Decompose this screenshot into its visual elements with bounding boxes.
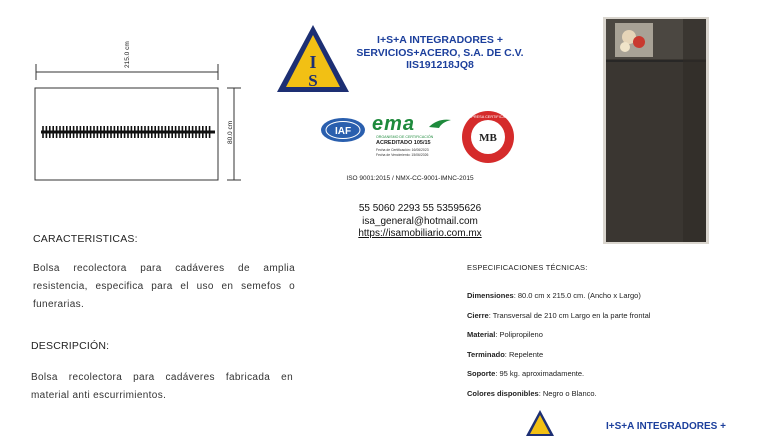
ema-cert-date: Fecha de Certificación: 16/06/2023 bbox=[376, 148, 429, 152]
phone-numbers: 55 5060 2293 55 53595626 bbox=[358, 203, 482, 214]
caracteristicas-text: Bolsa recolectora para cadáveres de amplia resistencia, especifica para el uso en semefos o funerarias. bbox=[33, 263, 295, 310]
ema-subtitle: ORGANISMO DE CERTIFICACIÓN bbox=[376, 135, 434, 139]
svg-text:S: S bbox=[308, 71, 318, 90]
spec-label: Soporte bbox=[467, 369, 496, 379]
spec-label: Colores disponibles bbox=[467, 389, 539, 398]
company-header bbox=[350, 34, 530, 72]
svg-text:IAF: IAF bbox=[334, 126, 352, 137]
footer-company-name: I+S+A INTEGRADORES + bbox=[606, 421, 726, 432]
iso-certification-text: ISO 9001:2015 / NMX-CC-9001-IMNC-2015 bbox=[346, 175, 474, 182]
svg-text:I: I bbox=[309, 52, 317, 72]
spec-row bbox=[467, 330, 543, 339]
ema-accreditation: ACREDITADO 105/15 bbox=[376, 140, 431, 146]
ema-bird-icon bbox=[428, 117, 452, 129]
spec-row bbox=[467, 291, 641, 300]
spec-label: Terminado bbox=[467, 349, 505, 359]
spec-row bbox=[467, 350, 543, 359]
product-photo bbox=[603, 17, 709, 244]
spec-value: : Transversal de 210 cm Largo en la parte frontal bbox=[488, 310, 651, 320]
ema-certification-logo bbox=[370, 113, 454, 163]
website-link[interactable]: https://isamobiliario.com.mx bbox=[358, 228, 482, 239]
company-name-line2: SERVICIOS+ACERO, S.A. DE C.V. bbox=[356, 46, 524, 59]
specs-title: ESPECIFICACIONES TÉCNICAS: bbox=[467, 263, 588, 272]
spec-label: Cierre bbox=[467, 310, 489, 320]
spec-value: : Repelente bbox=[504, 349, 544, 359]
ema-expiry-date: Fecha de Vencimiento: 15/06/2026 bbox=[376, 153, 429, 157]
spec-value: : 95 kg. aproximadamente. bbox=[495, 369, 585, 379]
svg-text:EMPRESA CERTIFICADA: EMPRESA CERTIFICADA bbox=[465, 115, 511, 119]
svg-text:MB: MB bbox=[479, 132, 497, 144]
footer-company-logo bbox=[526, 410, 554, 436]
company-logo bbox=[276, 24, 350, 94]
zipper-graphic bbox=[41, 126, 215, 138]
email-address: isa_general@hotmail.com bbox=[362, 215, 478, 227]
spec-value: : Polipropileno bbox=[495, 330, 543, 340]
descripcion-text: Bolsa recolectora para cadáveres fabricada en material anti escurrimientos. bbox=[31, 372, 293, 401]
spec-row bbox=[467, 369, 584, 378]
spec-label: Material bbox=[467, 330, 496, 340]
company-name-line1: I+S+A INTEGRADORES + bbox=[377, 34, 503, 46]
height-dimension-label: 80.0 cm bbox=[227, 120, 234, 144]
spec-row bbox=[467, 311, 650, 320]
mb-certification-seal bbox=[461, 110, 515, 164]
descripcion-heading: DESCRIPCIÓN: bbox=[31, 340, 110, 352]
caracteristicas-heading: CARACTERISTICAS: bbox=[33, 233, 138, 245]
ema-name: ema bbox=[372, 113, 416, 135]
spec-label: Dimensiones bbox=[467, 291, 514, 300]
contact-block bbox=[320, 203, 520, 241]
width-dimension-label: 215.0 cm bbox=[124, 41, 131, 68]
iaf-logo bbox=[320, 117, 366, 143]
bag-dimension-drawing bbox=[28, 40, 248, 190]
spec-row bbox=[467, 389, 597, 398]
spec-value: : Negro o Blanco. bbox=[538, 389, 597, 398]
company-rfc: IIS191218JQ8 bbox=[406, 59, 474, 71]
spec-value: : 80.0 cm x 215.0 cm. (Ancho x Largo) bbox=[513, 291, 641, 300]
